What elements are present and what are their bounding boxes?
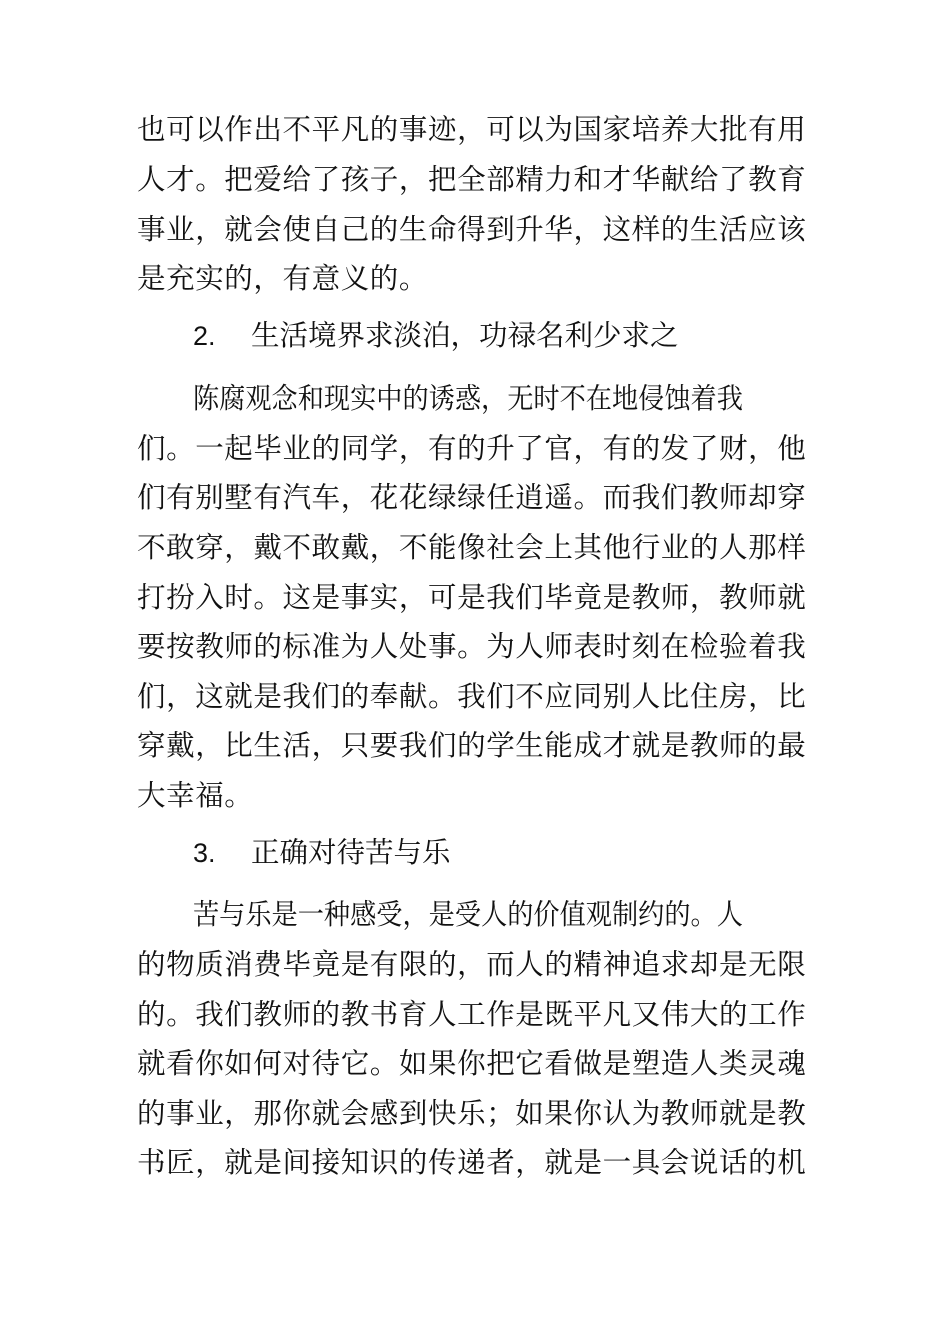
- paragraph-line: 们。一起毕业的同学，有的升了官，有的发了财，他: [137, 432, 807, 465]
- paragraph-line: 人才。把爱给了孩子，把全部精力和才华献给了教育: [137, 163, 807, 196]
- paragraph-line: 书匠，就是间接知识的传递者，就是一具会说话的机: [137, 1146, 807, 1179]
- paragraph-line: 事业，就会使自己的生命得到升华，这样的生活应该: [137, 213, 807, 246]
- section-heading-3: [193, 831, 451, 875]
- paragraph-line: 们，这就是我们的奉献。我们不应同别人比住房，比: [137, 680, 807, 713]
- paragraph-line: 的。我们教师的教书育人工作是既平凡又伟大的工作: [137, 998, 807, 1031]
- paragraph-line: 不敢穿，戴不敢戴，不能像社会上其他行业的人那样: [137, 531, 807, 564]
- section-title: 正确对待苦与乐: [251, 836, 451, 869]
- paragraph-line: 也可以作出不平凡的事迹，可以为国家培养大批有用: [137, 113, 807, 146]
- paragraph-line: 大幸福。: [137, 779, 254, 812]
- paragraph-line: 苦与乐是一种感受，是受人的价值观制约的。人: [193, 898, 743, 931]
- paragraph-line: 打扮入时。这是事实，可是我们毕竟是教师，教师就: [137, 581, 807, 614]
- paragraph-line: 们有别墅有汽车，花花绿绿任逍遥。而我们教师却穿: [137, 481, 807, 514]
- paragraph-line: 的事业，那你就会感到快乐；如果你认为教师就是教: [137, 1097, 807, 1130]
- section-number: 2.: [193, 321, 216, 351]
- paragraph-line: 的物质消费毕竟是有限的，而人的精神追求却是无限: [137, 948, 807, 981]
- paragraph-line: 陈腐观念和现实中的诱惑，无时不在地侵蚀着我: [193, 382, 743, 415]
- section-heading-2: [193, 314, 679, 358]
- paragraph-line: 穿戴，比生活，只要我们的学生能成才就是教师的最: [137, 729, 807, 762]
- paragraph-line: 要按教师的标准为人处事。为人师表时刻在检验着我: [137, 630, 807, 663]
- section-title: 生活境界求淡泊，功禄名利少求之: [251, 319, 679, 352]
- paragraph-line: 是充实的，有意义的。: [137, 262, 429, 295]
- paragraph-line: 就看你如何对待它。如果你把它看做是塑造人类灵魂: [137, 1047, 807, 1080]
- section-number: 3.: [193, 838, 216, 868]
